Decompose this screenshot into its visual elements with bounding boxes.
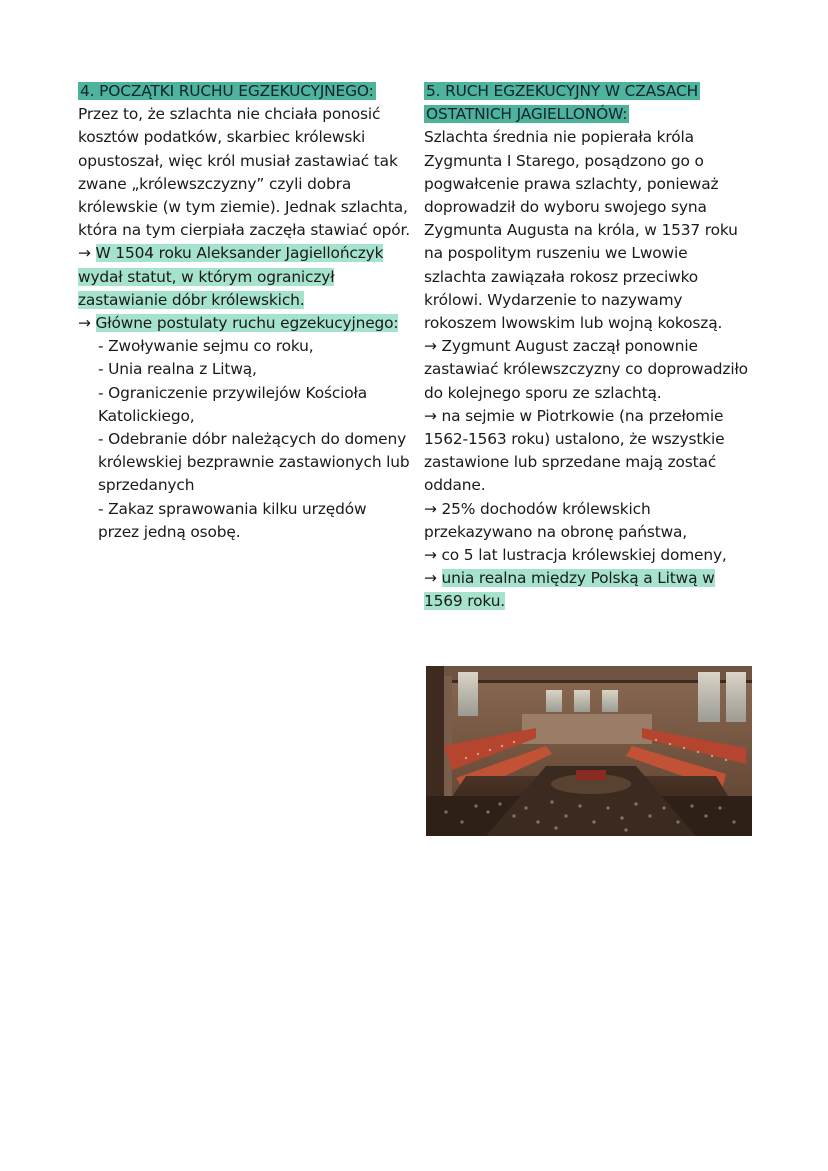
section-4-intro: Przez to, że szlachta nie chciała ponosić kosztów podatków, skarbiec królewski opustoszał, więc król musiał zastawiać tak zwane „królewszczyzny” czyli dobra królewskie (w tym ziemie). Jednak szlachta, która na tym cierpiała zaczęła stawiać opór. bbox=[78, 105, 410, 240]
list-item: → na sejmie w Piotrkowie (na przełomie 1562-1563 roku) ustalono, że wszystkie zastawione lub sprzedane mają zostać oddane. bbox=[424, 406, 725, 495]
postulates-list bbox=[78, 335, 410, 544]
list-item: - Zakaz sprawowania kilku urzędów przez jedną osobę. bbox=[98, 499, 367, 541]
right-column bbox=[424, 80, 754, 614]
postulates-point bbox=[78, 312, 410, 335]
sejm-painting-image bbox=[426, 666, 752, 836]
list-item: → 25% dochodów królewskich przekazywano na obronę państwa, bbox=[424, 499, 688, 541]
section-4 bbox=[78, 80, 410, 544]
list-item: - Odebranie dóbr należących do domeny królewskiej bezprawnie zastawionych lub sprzedanych bbox=[98, 430, 410, 495]
list-item: - Unia realna z Litwą, bbox=[98, 360, 257, 379]
union-point bbox=[424, 567, 754, 613]
list-item: - Ograniczenie przywilejów Kościoła Katolickiego, bbox=[98, 383, 368, 425]
arrow-icon: → bbox=[78, 314, 91, 333]
list-item: - Zwoływanie sejmu co roku, bbox=[98, 337, 314, 356]
section-5-intro: Szlachta średnia nie popierała króla Zygmunta I Starego, posądzono go o pogwałcenie prawa szlachty, ponieważ doprowadził do wyboru swojego syna Zygmunta Augusta na króla, w 1537 roku na pospolitym ruszeniu we Lwowie szlachta zawiązała rokosz przeciwko królowi. Wydarzenie to nazywamy rokoszem lwowskim lub wojną kokoszą. bbox=[424, 128, 738, 333]
left-column bbox=[78, 80, 410, 544]
statute-point bbox=[78, 242, 410, 312]
list-item: → Zygmunt August zaczął ponownie zastawiać królewszczyzny co doprowadziło do kolejnego sporu ze szlachtą. bbox=[424, 337, 748, 402]
section-5-heading: 5. RUCH EGZEKUCYJNY W CZASACH OSTATNICH JAGIELLONÓW: bbox=[426, 82, 699, 124]
arrow-icon: → bbox=[424, 569, 437, 588]
list-item: → co 5 lat lustracja królewskiej domeny, bbox=[424, 546, 727, 565]
statute-highlight: W 1504 roku Aleksander Jagiellończyk wydał statut, w którym ograniczył zastawianie dóbr królewskich. bbox=[78, 244, 384, 309]
postulates-heading: Główne postulaty ruchu egzekucyjnego: bbox=[95, 314, 399, 333]
section-5 bbox=[424, 80, 754, 614]
section-4-heading: 4. POCZĄTKI RUCHU EGZEKUCYJNEGO: bbox=[80, 82, 374, 100]
union-highlight: unia realna między Polską a Litwą w 1569 roku. bbox=[424, 569, 715, 611]
arrow-icon: → bbox=[78, 244, 91, 263]
